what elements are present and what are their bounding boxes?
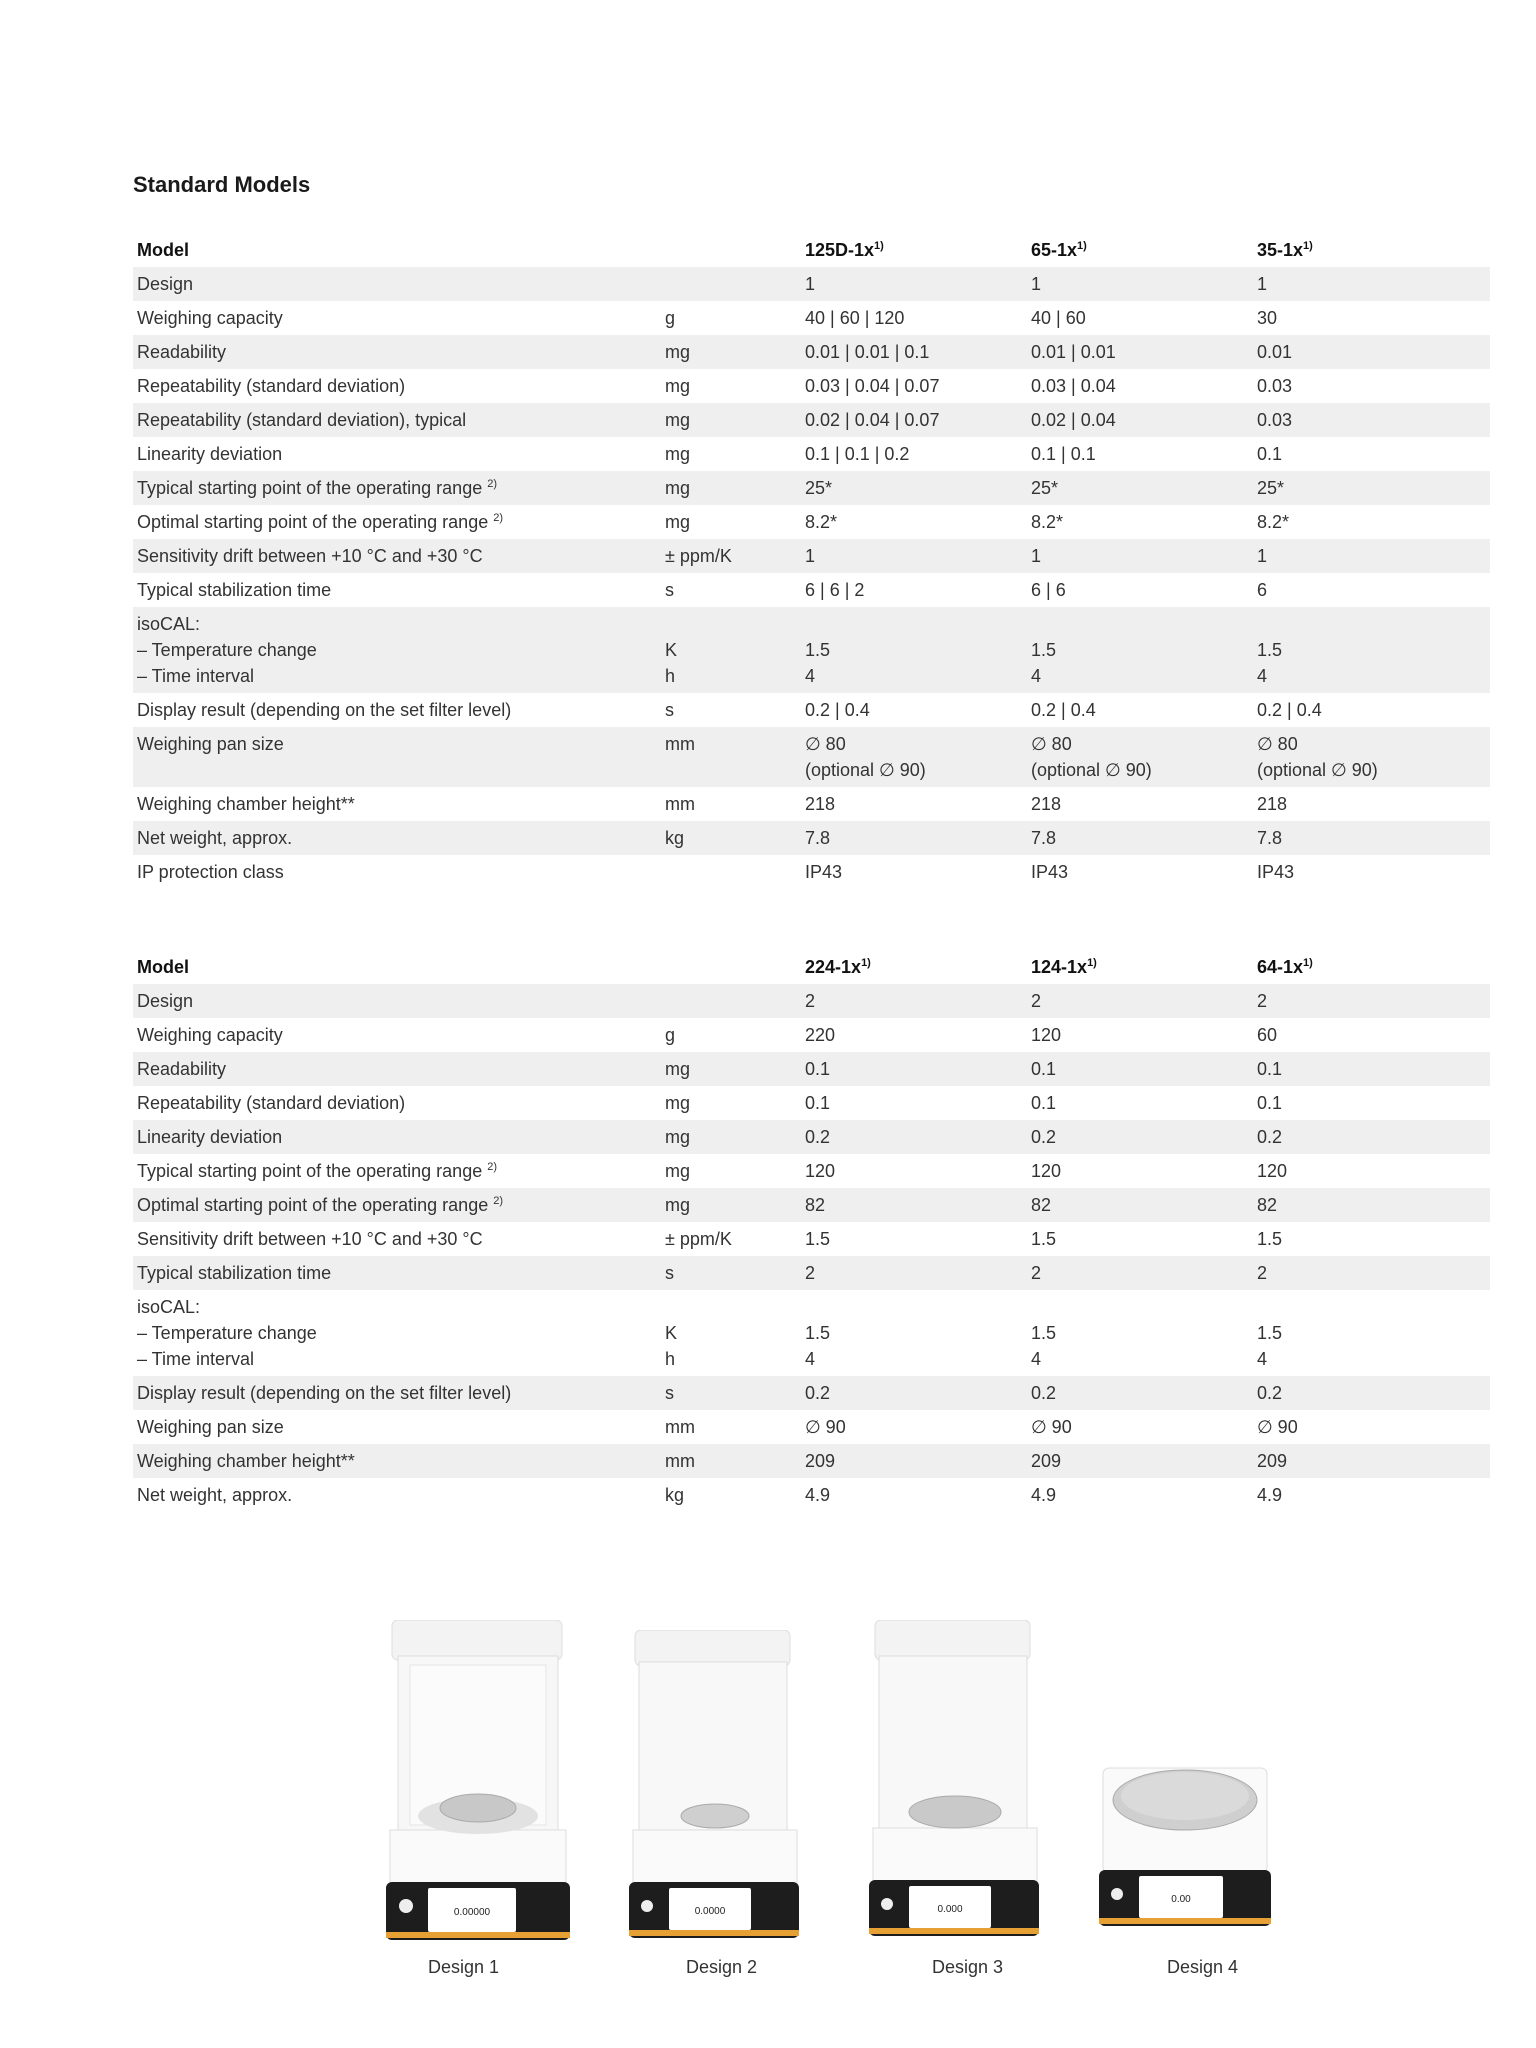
table-cell-value: 0.02 | 0.04 | 0.07 [805, 410, 940, 430]
table-row [133, 1018, 1490, 1052]
row-label: Weighing capacity [137, 308, 283, 328]
row-unit: s [665, 1263, 674, 1283]
row-unit: s [665, 1383, 674, 1403]
design-1-caption: Design 1 [428, 1957, 500, 1977]
table-cell-value: 0.2 [1257, 1383, 1283, 1403]
table-cell-value: 0.2 [1257, 1127, 1283, 1147]
table-cell-value: 4.9 [1031, 1485, 1057, 1505]
row-label: IP protection class [137, 862, 284, 882]
table-cell-value: 0.03 [1257, 410, 1293, 430]
row-unit: ± ppm/K [665, 546, 732, 566]
design-3-caption: Design 3 [932, 1957, 1004, 1977]
table-cell-value: 2 [1031, 991, 1042, 1011]
row-unit: mg [665, 478, 691, 498]
row-label: Display result (depending on the set filter level) [137, 700, 512, 720]
table-cell-value: 82 [1031, 1195, 1052, 1215]
table-row [133, 855, 1490, 889]
row-label: Typical stabilization time [137, 580, 332, 600]
header-model-name: $65-1x^{1)}$ [1031, 240, 1087, 260]
row-unit: mm [665, 734, 695, 754]
table-row [133, 1376, 1490, 1410]
table-cell-value: ∅ 90 [1257, 1417, 1298, 1437]
table-cell-value: 0.2 | 0.4 [1031, 700, 1096, 720]
table-cell-value: ∅ 90 [805, 1417, 846, 1437]
row-label: Design [137, 991, 194, 1011]
table-cell-value: 2 [1257, 1263, 1268, 1283]
table-cell-value: 209 [1257, 1451, 1288, 1471]
row-unit: s [665, 580, 674, 600]
table-cell-value: 7.8 [805, 828, 831, 848]
table-row [133, 693, 1490, 727]
row-unit: kg [665, 1485, 685, 1505]
table-cell-value: 1 [1031, 546, 1042, 566]
row-label: Linearity deviation [137, 1127, 283, 1147]
table-cell-value: 6 | 6 [1031, 580, 1066, 600]
table-cell-value: 7.8 [1257, 828, 1283, 848]
table-cell-value: 1.5 4 [805, 1323, 831, 1369]
row-unit: mm [665, 1451, 695, 1471]
table-cell-value: 60 [1257, 1025, 1278, 1045]
table-cell-value: 0.1 [1257, 444, 1283, 464]
row-label: isoCAL: – Temperature change – Time interval [137, 1297, 317, 1369]
table-row [133, 539, 1490, 573]
table-cell-value: 40 | 60 | 120 [805, 308, 905, 328]
row-label: Weighing pan size [137, 734, 284, 754]
row-unit: mg [665, 1093, 691, 1113]
table-cell-value: 1.5 [1031, 1229, 1057, 1249]
header-model-name: $35-1x^{1)}$ [1257, 240, 1313, 260]
row-unit: mg [665, 410, 691, 430]
table-cell-value: 0.03 [1257, 376, 1293, 396]
row-label: Repeatability (standard deviation) [137, 376, 406, 396]
table-cell-value: 0.01 | 0.01 | 0.1 [805, 342, 930, 362]
table-cell-value: 1.5 [805, 1229, 831, 1249]
table-row [133, 1154, 1490, 1188]
table-cell-value: 1.5 4 [1257, 640, 1283, 686]
table-row [133, 573, 1490, 607]
table-cell-value: 0.2 [1031, 1383, 1057, 1403]
table-cell-value: 0.03 | 0.04 [1031, 376, 1116, 396]
table-cell-value: 0.03 | 0.04 | 0.07 [805, 376, 940, 396]
row-label: Typical starting point of the operating range $^{2)}$ [137, 1161, 498, 1181]
row-label: Linearity deviation [137, 444, 283, 464]
table-cell-value: 218 [1257, 794, 1288, 814]
table-row [133, 1478, 1490, 1512]
table-cell-value: 120 [1257, 1161, 1288, 1181]
row-unit: mg [665, 1161, 691, 1181]
row-label: Sensitivity drift between +10 °C and +30 °C [137, 546, 483, 566]
product-images [360, 1600, 1280, 1980]
table-cell-value: ∅ 80 (optional ∅ 90) [1257, 734, 1378, 780]
table-cell-value: 0.1 | 0.1 [1031, 444, 1096, 464]
table-row [133, 727, 1490, 787]
row-label: Design [137, 274, 194, 294]
table-cell-value: 4.9 [1257, 1485, 1283, 1505]
table-cell-value: 120 [1031, 1161, 1062, 1181]
row-label: Repeatability (standard deviation) [137, 1093, 406, 1113]
row-label: Optimal starting point of the operating range $^{2)}$ [137, 1195, 504, 1215]
balance-design-4-image [1095, 1748, 1275, 1948]
row-unit: mg [665, 342, 691, 362]
row-label: Readability [137, 1059, 227, 1079]
table-cell-value: ∅ 80 (optional ∅ 90) [1031, 734, 1152, 780]
row-unit: kg [665, 828, 685, 848]
spec-table-2 [133, 950, 1490, 1512]
table-cell-value: ∅ 80 (optional ∅ 90) [805, 734, 926, 780]
table-cell-value: IP43 [1257, 862, 1295, 882]
row-label: Repeatability (standard deviation), typical [137, 410, 467, 430]
table-cell-value: 1 [1031, 274, 1042, 294]
row-unit: ± ppm/K [665, 1229, 732, 1249]
table-row [133, 301, 1490, 335]
table-cell-value: 0.1 [1031, 1059, 1057, 1079]
row-unit: g [665, 308, 676, 328]
table-cell-value: 218 [1031, 794, 1062, 814]
table-cell-value: 8.2* [1257, 512, 1290, 532]
table-cell-value: 7.8 [1031, 828, 1057, 848]
table-row [133, 1188, 1490, 1222]
table-row [133, 437, 1490, 471]
table-row [133, 1120, 1490, 1154]
table-row [133, 267, 1490, 301]
table-cell-value: 1 [1257, 546, 1268, 566]
table-cell-value: 0.1 [1031, 1093, 1057, 1113]
table-row [133, 1086, 1490, 1120]
table-cell-value: 0.01 [1257, 342, 1293, 362]
table-row [133, 821, 1490, 855]
table-cell-value: 1.5 4 [1257, 1323, 1283, 1369]
row-unit: g [665, 1025, 676, 1045]
row-unit: mg [665, 444, 691, 464]
table-cell-value: 6 | 6 | 2 [805, 580, 865, 600]
table-cell-value: 1 [1257, 274, 1268, 294]
table-cell-value: 0.1 [1257, 1059, 1283, 1079]
table-cell-value: 8.2* [1031, 512, 1064, 532]
balance-design-3-image [865, 1620, 1045, 1950]
table-cell-value: 40 | 60 [1031, 308, 1086, 328]
table-row [133, 335, 1490, 369]
table-cell-value: 1.5 4 [1031, 640, 1057, 686]
table-cell-value: 4.9 [805, 1485, 831, 1505]
row-unit: K h [665, 640, 678, 686]
design-3-display: 0.000 [937, 1904, 963, 1915]
row-label: Readability [137, 342, 227, 362]
table-cell-value: 218 [805, 794, 836, 814]
row-unit: mg [665, 376, 691, 396]
table-cell-value: 0.02 | 0.04 [1031, 410, 1116, 430]
table-row [133, 607, 1490, 693]
row-label: Optimal starting point of the operating range $^{2)}$ [137, 512, 504, 532]
design-4-caption: Design 4 [1167, 1957, 1239, 1977]
table-row [133, 1052, 1490, 1086]
table-cell-value: 82 [1257, 1195, 1278, 1215]
table-row [133, 1290, 1490, 1376]
table-row [133, 1256, 1490, 1290]
table-header-row [133, 950, 1490, 984]
design-2-display: 0.0000 [694, 1906, 726, 1917]
table-cell-value: 8.2* [805, 512, 838, 532]
table-cell-value: 120 [1031, 1025, 1062, 1045]
table-row [133, 787, 1490, 821]
table-cell-value: 0.2 [1031, 1127, 1057, 1147]
table-row [133, 1444, 1490, 1478]
table-cell-value: 25* [1031, 478, 1059, 498]
spec-table-1 [133, 233, 1490, 889]
table-cell-value: 209 [805, 1451, 836, 1471]
table-header-row [133, 233, 1490, 267]
table-cell-value: ∅ 90 [1031, 1417, 1072, 1437]
table-cell-value: IP43 [805, 862, 843, 882]
row-label: Weighing capacity [137, 1025, 283, 1045]
row-unit: mg [665, 512, 691, 532]
table-cell-value: 2 [805, 1263, 816, 1283]
table-cell-value: 25* [1257, 478, 1285, 498]
table-cell-value: 0.1 | 0.1 | 0.2 [805, 444, 910, 464]
design-4-display: 0.00 [1171, 1894, 1191, 1905]
table-cell-value: 0.01 | 0.01 [1031, 342, 1116, 362]
table-row [133, 1222, 1490, 1256]
header-model-label: Model [137, 240, 189, 260]
table-cell-value: 0.2 | 0.4 [805, 700, 870, 720]
table-cell-value: 1.5 4 [1031, 1323, 1057, 1369]
balance-design-2-image [625, 1630, 805, 1950]
row-label: Weighing chamber height** [137, 1451, 355, 1471]
table-row [133, 984, 1490, 1018]
table-cell-value: IP43 [1031, 862, 1069, 882]
table-cell-value: 2 [805, 991, 816, 1011]
table-cell-value: 0.1 [1257, 1093, 1283, 1113]
row-unit: mg [665, 1195, 691, 1215]
table-cell-value: 1.5 [1257, 1229, 1283, 1249]
row-label: Typical starting point of the operating range $^{2)}$ [137, 478, 498, 498]
design-2-caption: Design 2 [686, 1957, 758, 1977]
table-cell-value: 0.1 [805, 1093, 831, 1113]
row-unit: s [665, 700, 674, 720]
table-row [133, 403, 1490, 437]
table-cell-value: 25* [805, 478, 833, 498]
table-cell-value: 0.2 [805, 1383, 831, 1403]
table-cell-value: 0.2 [805, 1127, 831, 1147]
table-row [133, 1410, 1490, 1444]
row-label: Net weight, approx. [137, 828, 293, 848]
header-model-name: $64-1x^{1)}$ [1257, 957, 1313, 977]
table-cell-value: 0.1 [805, 1059, 831, 1079]
table-cell-value: 6 [1257, 580, 1268, 600]
row-label: Sensitivity drift between +10 °C and +30 °C [137, 1229, 483, 1249]
page-title: Standard Models [133, 172, 311, 197]
header-model-name: $124-1x^{1)}$ [1031, 957, 1097, 977]
row-unit: mm [665, 794, 695, 814]
row-unit: mg [665, 1059, 691, 1079]
row-unit: mg [665, 1127, 691, 1147]
table-cell-value: 1.5 4 [805, 640, 831, 686]
row-unit: K h [665, 1323, 678, 1369]
table-cell-value: 0.2 | 0.4 [1257, 700, 1322, 720]
row-label: Weighing chamber height** [137, 794, 355, 814]
design-1-display: 0.00000 [453, 1907, 491, 1918]
header-model-name: $125D-1x^{1)}$ [805, 240, 884, 260]
table-cell-value: 30 [1257, 308, 1278, 328]
table-cell-value: 209 [1031, 1451, 1062, 1471]
row-unit: mm [665, 1417, 695, 1437]
table-cell-value: 120 [805, 1161, 836, 1181]
table-row [133, 471, 1490, 505]
table-cell-value: 1 [805, 274, 816, 294]
table-row [133, 369, 1490, 403]
table-cell-value: 82 [805, 1195, 826, 1215]
row-label: isoCAL: – Temperature change – Time interval [137, 614, 317, 686]
table-cell-value: 220 [805, 1025, 836, 1045]
row-label: Weighing pan size [137, 1417, 284, 1437]
header-model-name: $224-1x^{1)}$ [805, 957, 871, 977]
row-label: Display result (depending on the set filter level) [137, 1383, 512, 1403]
table-cell-value: 1 [805, 546, 816, 566]
row-label: Net weight, approx. [137, 1485, 293, 1505]
header-model-label: Model [137, 957, 189, 977]
table-row [133, 505, 1490, 539]
table-cell-value: 2 [1031, 1263, 1042, 1283]
table-cell-value: 2 [1257, 991, 1268, 1011]
balance-design-1-image [380, 1620, 580, 1950]
row-label: Typical stabilization time [137, 1263, 332, 1283]
